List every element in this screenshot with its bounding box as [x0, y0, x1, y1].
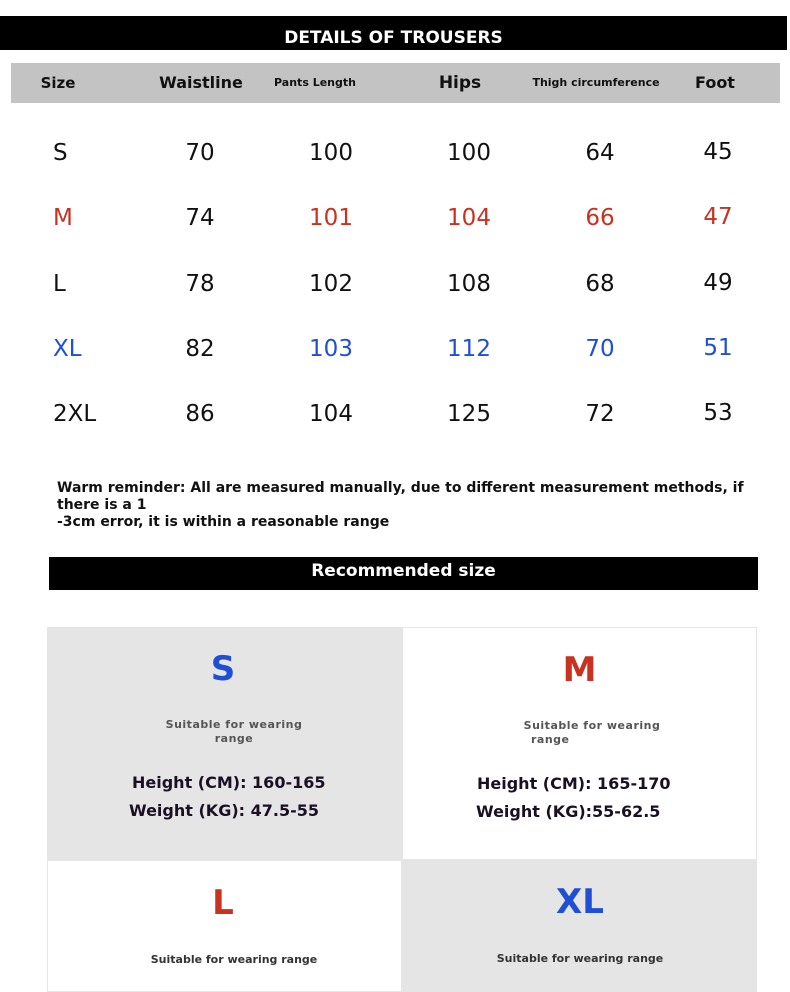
thigh-cell: 64 — [585, 140, 615, 166]
suitable-range-line-2: range — [214, 732, 254, 745]
waistline-cell: 74 — [185, 205, 215, 231]
thigh-cell: 72 — [585, 401, 615, 427]
hips-cell: 104 — [447, 205, 491, 231]
column-header-thigh: Thigh circumference — [532, 76, 660, 89]
weight-range: Weight (KG):55-62.5 — [476, 802, 661, 821]
pants-length-cell: 102 — [309, 271, 353, 297]
size-table-header — [11, 63, 780, 103]
table-row — [0, 133, 790, 173]
reminder-line-1: Warm reminder: All are measured manually, due to different measurement methods, if there is a 1 — [57, 480, 744, 513]
column-header-hips: Hips — [438, 73, 482, 93]
weight-range: Weight (KG): 47.5-55 — [129, 801, 319, 820]
waistline-cell: 82 — [185, 336, 215, 362]
waistline-cell: 78 — [185, 271, 215, 297]
hips-cell: 125 — [447, 401, 491, 427]
size-card-xl — [402, 860, 757, 992]
height-range: Height (CM): 165-170 — [477, 774, 671, 793]
trousers-details-banner — [0, 16, 787, 50]
size-cell: L — [53, 271, 66, 297]
hips-cell: 112 — [447, 336, 491, 362]
size-letter: M — [562, 650, 597, 690]
waistline-cell: 86 — [185, 401, 215, 427]
recommended-size-title: Recommended size — [311, 561, 496, 581]
size-card-l — [47, 860, 402, 992]
suitable-range-label — [149, 718, 319, 746]
size-cell: XL — [53, 336, 82, 362]
size-card-s — [47, 627, 402, 860]
thigh-cell: 68 — [585, 271, 615, 297]
suitable-range-line-1: Suitable for wearing — [523, 719, 661, 732]
foot-cell: 53 — [703, 400, 733, 426]
pants-length-cell: 104 — [309, 401, 353, 427]
foot-cell: 51 — [703, 335, 733, 361]
measurement-reminder — [57, 480, 747, 531]
table-row — [0, 198, 790, 238]
suitable-range-line-1: Suitable for wearing — [165, 718, 303, 731]
reminder-line-2: -3cm error, it is within a reasonable range — [57, 514, 390, 530]
foot-cell: 47 — [703, 204, 733, 230]
column-header-pants-length: Pants Length — [274, 76, 356, 89]
table-row — [0, 329, 790, 369]
suitable-range-line-2: range — [531, 733, 570, 746]
foot-cell: 49 — [703, 270, 733, 296]
suitable-range-label — [507, 719, 677, 747]
suitable-range-label: Suitable for wearing range — [150, 953, 318, 966]
height-range: Height (CM): 160-165 — [132, 773, 326, 792]
column-header-waistline: Waistline — [159, 73, 243, 92]
page-title: DETAILS OF TROUSERS — [284, 28, 503, 48]
recommended-size-grid — [47, 627, 757, 992]
size-letter: S — [210, 649, 236, 689]
size-cell: 2XL — [53, 401, 97, 427]
suitable-range-label: Suitable for wearing range — [496, 952, 664, 965]
pants-length-cell: 103 — [309, 336, 353, 362]
thigh-cell: 66 — [585, 205, 615, 231]
size-cell: S — [53, 140, 68, 166]
waistline-cell: 70 — [185, 140, 215, 166]
column-header-size: Size — [40, 74, 76, 92]
foot-cell: 45 — [703, 139, 733, 165]
hips-cell: 108 — [447, 271, 491, 297]
hips-cell: 100 — [447, 140, 491, 166]
size-cell: M — [53, 205, 73, 231]
pants-length-cell: 101 — [309, 205, 353, 231]
size-letter: L — [212, 883, 234, 923]
column-header-foot: Foot — [695, 73, 735, 92]
table-row — [0, 394, 790, 434]
pants-length-cell: 100 — [309, 140, 353, 166]
thigh-cell: 70 — [585, 336, 615, 362]
table-row — [0, 264, 790, 304]
size-letter: XL — [556, 882, 604, 922]
recommended-size-banner — [49, 557, 758, 590]
size-card-m — [402, 627, 757, 860]
